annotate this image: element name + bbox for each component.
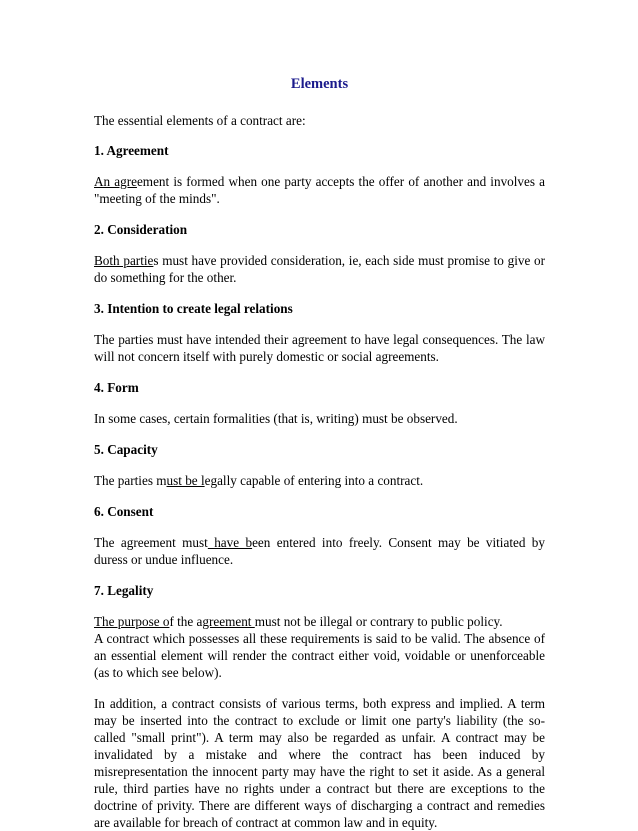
section-text-intention: The parties must have intended their agreement to have legal consequences. The law will not concern itself with purely domestic or social agreements.	[94, 332, 545, 364]
underlined-text: ust be l	[166, 473, 205, 488]
section-text-consent	[94, 534, 545, 568]
underlined-text: An agre	[94, 174, 137, 189]
section-heading-capacity: 5. Capacity	[94, 442, 158, 457]
underlined-text: The purpose o	[94, 614, 170, 629]
closing-paragraph: In addition, a contract consists of various terms, both express and implied. A term may be inserted into the contract to exclude or limit one party's liability (the so-called "small print"). A term may also be regarded as unfair. A contract may be invalidated by a mistake and where the contract has been induced by misrepresentation the innocent party may have the right to set it aside. As a general rule, third parties have no rights under a contract but there are exceptions to the doctrine of privity. There are different ways of discharging a contract and remedies are available for breach of contract at common law and in equity.	[94, 696, 545, 830]
document-page	[94, 74, 545, 831]
section-text-part: The agreement must	[94, 535, 208, 550]
section-text-agreement	[94, 173, 545, 207]
section-heading-legality: 7. Legality	[94, 583, 154, 598]
section-text-part: egally capable of entering into a contract.	[204, 473, 424, 488]
section-text-capacity	[94, 472, 545, 489]
summary-paragraph: A contract which possesses all these requirements is said to be valid. The absence of an essential element will render the contract either void, voidable or unenforceable (as to which see below).	[94, 631, 545, 680]
page-title: Elements	[290, 76, 349, 92]
intro-text: The essential elements of a contract are:	[94, 113, 306, 128]
section-text-part: s must have provided consideration, ie, each side must promise to give or do something for the other.	[94, 253, 545, 285]
section-text-part: f the a	[169, 614, 203, 629]
section-text-form: In some cases, certain formalities (that is, writing) must be observed.	[94, 411, 458, 426]
section-heading-consideration: 2. Consideration	[94, 222, 188, 237]
section-text-part: ement is formed when one party accepts the offer of another and involves a "meeting of the minds".	[94, 174, 545, 206]
section-text-part: The parties m	[94, 473, 167, 488]
section-heading-agreement: 1. Agreement	[94, 143, 169, 158]
section-heading-consent: 6. Consent	[94, 504, 154, 519]
underlined-text: greement	[202, 614, 255, 629]
underlined-text: have b	[207, 535, 253, 550]
section-text-part: must not be illegal or contrary to public policy.	[254, 614, 503, 629]
section-heading-form: 4. Form	[94, 380, 139, 395]
section-text-consideration	[94, 252, 545, 286]
underlined-text: Both partie	[94, 253, 154, 268]
section-text-part: een entered into freely. Consent may be vitiated by duress or undue influence.	[94, 535, 545, 567]
section-heading-intention: 3. Intention to create legal relations	[94, 301, 293, 316]
section-text-legality	[94, 613, 545, 630]
